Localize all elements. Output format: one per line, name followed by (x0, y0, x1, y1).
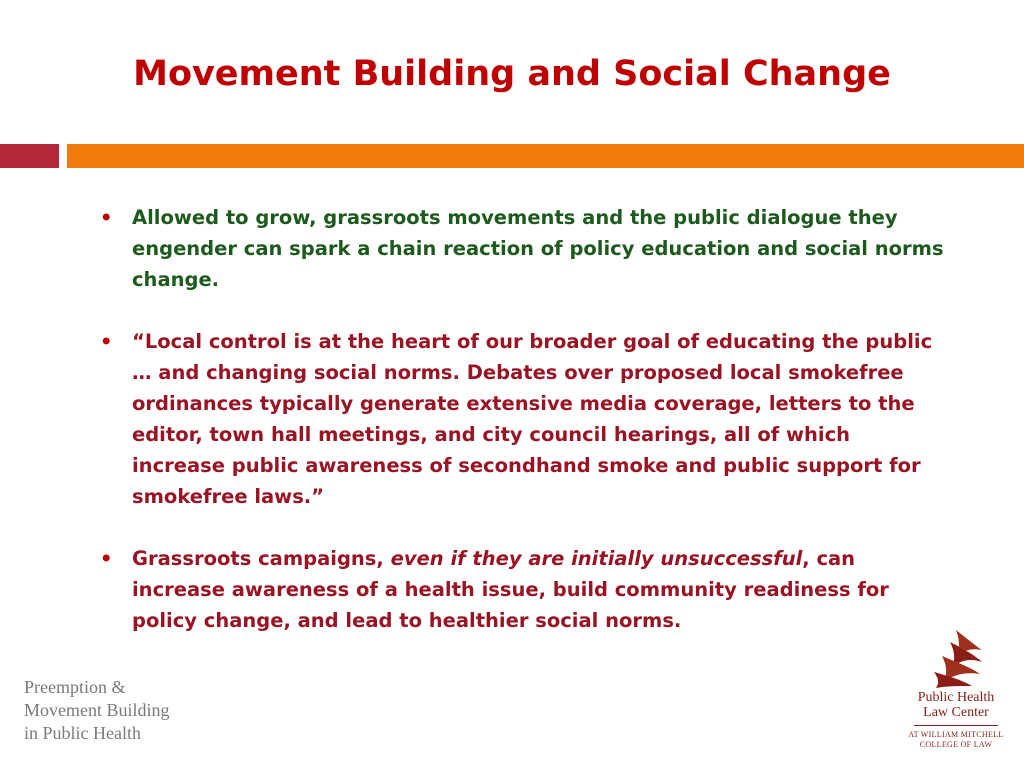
bullet-quote-text: “Local control is at the heart of our broader goal of educating the public … and changing social norms. Debates over proposed local smokefree ordinances typically generate extensive media coverage, letters to the editor, town hall meetings, and city council hearings, all of which increase public awareness of secondhand smoke and public support for smokefree laws.” (132, 330, 933, 508)
bullet-list (100, 202, 945, 667)
logo-divider (914, 725, 998, 726)
bullet-item-2 (100, 326, 945, 512)
footer-line-2: Movement Building (24, 700, 170, 720)
footer-line-3: in Public Health (24, 723, 141, 743)
bullet-marker: • (100, 330, 113, 353)
logo-name (906, 690, 1006, 720)
logo-name-line-2: Law Center (923, 705, 989, 720)
bullet-text-italic: even if they are initially unsuccessful (390, 547, 803, 570)
footer-line-1: Preemption & (24, 677, 126, 697)
bullet-text-before: Grassroots campaigns, (132, 547, 391, 570)
bullet-text: Allowed to grow, grassroots movements and the public dialogue they engender can spark a chain reaction of policy education and social norms change. (132, 206, 944, 291)
flame-wings-icon (926, 628, 986, 688)
bullet-marker: • (100, 206, 113, 229)
bullet-text-after: , can increase awareness of a health issue, build community readiness for policy change, and lead to healthier social norms. (132, 547, 889, 632)
slide-title: Movement Building and Social Change (133, 54, 891, 94)
footer-presentation-title (24, 676, 170, 745)
logo-name-line-1: Public Health (917, 690, 995, 705)
logo-sub-line-2: COLLEGE OF LAW (919, 740, 993, 749)
title-rule-right (67, 144, 1024, 168)
bullet-marker: • (100, 547, 113, 570)
public-health-law-center-logo (906, 628, 1006, 750)
bullet-item-1 (100, 202, 945, 295)
title-rule-left (0, 144, 59, 168)
bullet-item-3 (100, 543, 945, 636)
logo-sub-line-1: AT WILLIAM MITCHELL (908, 730, 1004, 739)
logo-subtitle (906, 730, 1006, 750)
